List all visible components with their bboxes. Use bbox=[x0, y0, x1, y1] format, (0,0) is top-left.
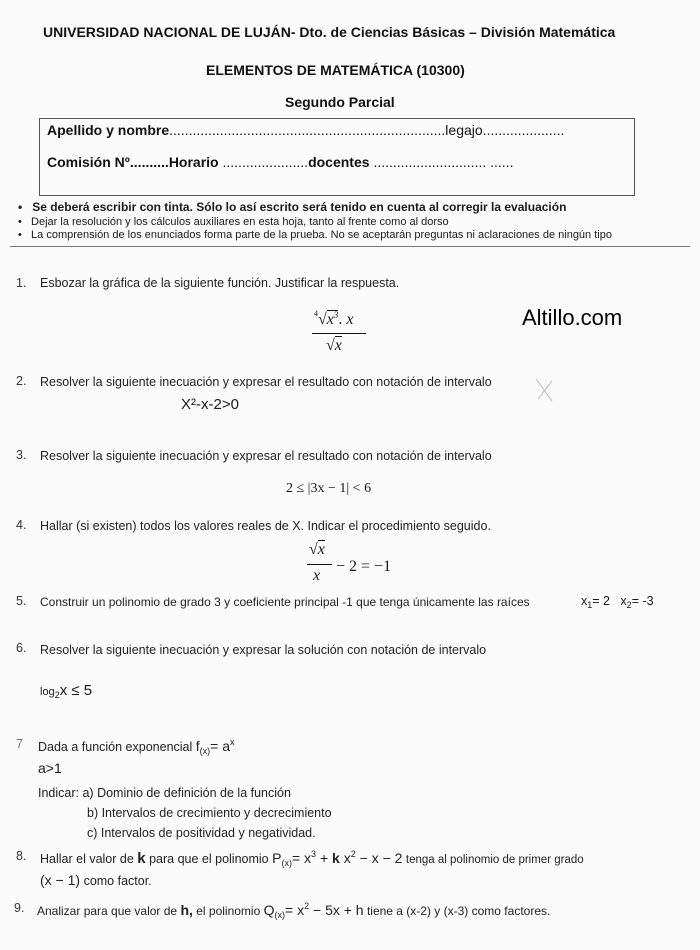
q5-roots: $x_1= 2$ $x_2= -3$ bbox=[581, 594, 654, 610]
q4-number: 4. bbox=[16, 518, 27, 532]
cross-mark-icon bbox=[533, 377, 555, 403]
q2-expression: X²-x-2>0 bbox=[181, 396, 239, 413]
q8-line2: (x − 1) como factor. bbox=[40, 872, 152, 888]
name-dots: ....................................................................... bbox=[169, 122, 446, 138]
watermark-logo: Altillo.com bbox=[522, 305, 623, 330]
name-field[interactable] bbox=[47, 122, 564, 138]
bullet-icon: • bbox=[18, 229, 22, 241]
q2-number: 2. bbox=[16, 374, 27, 388]
q9-text: Analizar para que valor de h, el polinomio $Q_{(x)}= x^2 - 5x + h$ tiene a (x-2) y (x-3) como factores. bbox=[37, 901, 551, 920]
q6-expression: $\log_2x \le 5$ bbox=[40, 682, 93, 700]
exam-title: Segundo Parcial bbox=[285, 94, 395, 110]
q4-text: Hallar (si existen) todos los valores reales de X. Indicar el procedimiento seguido. bbox=[40, 519, 491, 533]
q7-item-b: b) Intervalos de crecimiento y decrecimiento bbox=[87, 806, 332, 820]
q1-text: Esbozar la gráfica de la siguiente función. Justificar la respuesta. bbox=[40, 276, 400, 290]
comision-dots: .......... bbox=[129, 154, 169, 170]
q1-denominator: √x bbox=[326, 337, 342, 354]
comision-label: Comisión Nº bbox=[47, 154, 130, 170]
q5-number: 5. bbox=[16, 594, 27, 608]
horario-dots: ...................... bbox=[222, 154, 309, 170]
bullet-icon: • bbox=[18, 200, 23, 214]
q1-number: 1. bbox=[16, 276, 27, 290]
q3-expression: 2 ≤ |3x − 1| < 6 bbox=[286, 481, 372, 496]
q8-text: Hallar el valor de k para que el polinomio $P_{(x)}= x^3 + k$ $x^2 - x - 2$ tenga al polinomio de primer grado bbox=[40, 849, 584, 868]
q7-number: 7 bbox=[16, 737, 23, 751]
q7-text: Dada a función exponencial $f_{(x)}= a^x$ bbox=[38, 737, 235, 756]
instruction-1: • Se deberá escribir con tinta. Sólo lo así escrito será tenido en cuenta al corregir la evaluación bbox=[18, 200, 567, 214]
legajo-label: legajo bbox=[445, 122, 483, 138]
q4-fraction-bar bbox=[307, 564, 332, 565]
q4-denominator: x bbox=[313, 567, 321, 584]
q7-condition: a>1 bbox=[38, 760, 62, 776]
q9-number: 9. bbox=[14, 901, 25, 915]
q7-indicar: Indicar: a) Dominio de definición de la función bbox=[38, 786, 291, 800]
instruction-2: • Dejar la resolución y los cálculos auxiliares en esta hoja, tanto al frente como al dorso bbox=[18, 216, 449, 228]
name-label: Apellido y nombre bbox=[47, 122, 170, 138]
comision-field[interactable] bbox=[47, 154, 513, 170]
q3-number: 3. bbox=[16, 448, 27, 462]
q4-rhs: − 2 = −1 bbox=[336, 558, 392, 575]
q3-text: Resolver la siguiente inecuación y expresar el resultado con notación de intervalo bbox=[40, 449, 492, 463]
docentes-dots: ............................. ...... bbox=[373, 154, 514, 170]
bullet-icon: • bbox=[18, 216, 22, 228]
instruction-3: • La comprensión de los enunciados forma parte de la prueba. No se aceptarán preguntas ni aclaraciones de ningún tipo bbox=[18, 229, 612, 241]
q7-item-c: c) Intervalos de positividad y negatividad. bbox=[87, 826, 316, 840]
divider bbox=[10, 246, 690, 247]
docentes-label: docentes bbox=[308, 154, 370, 170]
q8-number: 8. bbox=[16, 849, 27, 863]
course-title: ELEMENTOS DE MATEMÁTICA (10300) bbox=[206, 62, 465, 78]
university-header: UNIVERSIDAD NACIONAL DE LUJÁN- Dto. de Ciencias Básicas – División Matemática bbox=[43, 24, 616, 40]
horario-label: Horario bbox=[168, 154, 219, 170]
q5-text: Construir un polinomio de grado 3 y coeficiente principal -1 que tenga únicamente las raíces bbox=[40, 595, 530, 609]
q6-text: Resolver la siguiente inecuación y expresar la solución con notación de intervalo bbox=[40, 643, 487, 657]
q2-text: Resolver la siguiente inecuación y expresar el resultado con notación de intervalo bbox=[40, 375, 492, 389]
legajo-dots: ..................... bbox=[482, 122, 565, 138]
q1-fraction-bar bbox=[312, 333, 366, 334]
q6-number: 6. bbox=[16, 641, 27, 655]
q1-numerator: $^4√x^3$. x bbox=[314, 309, 354, 328]
q4-numerator: √x bbox=[309, 541, 325, 558]
